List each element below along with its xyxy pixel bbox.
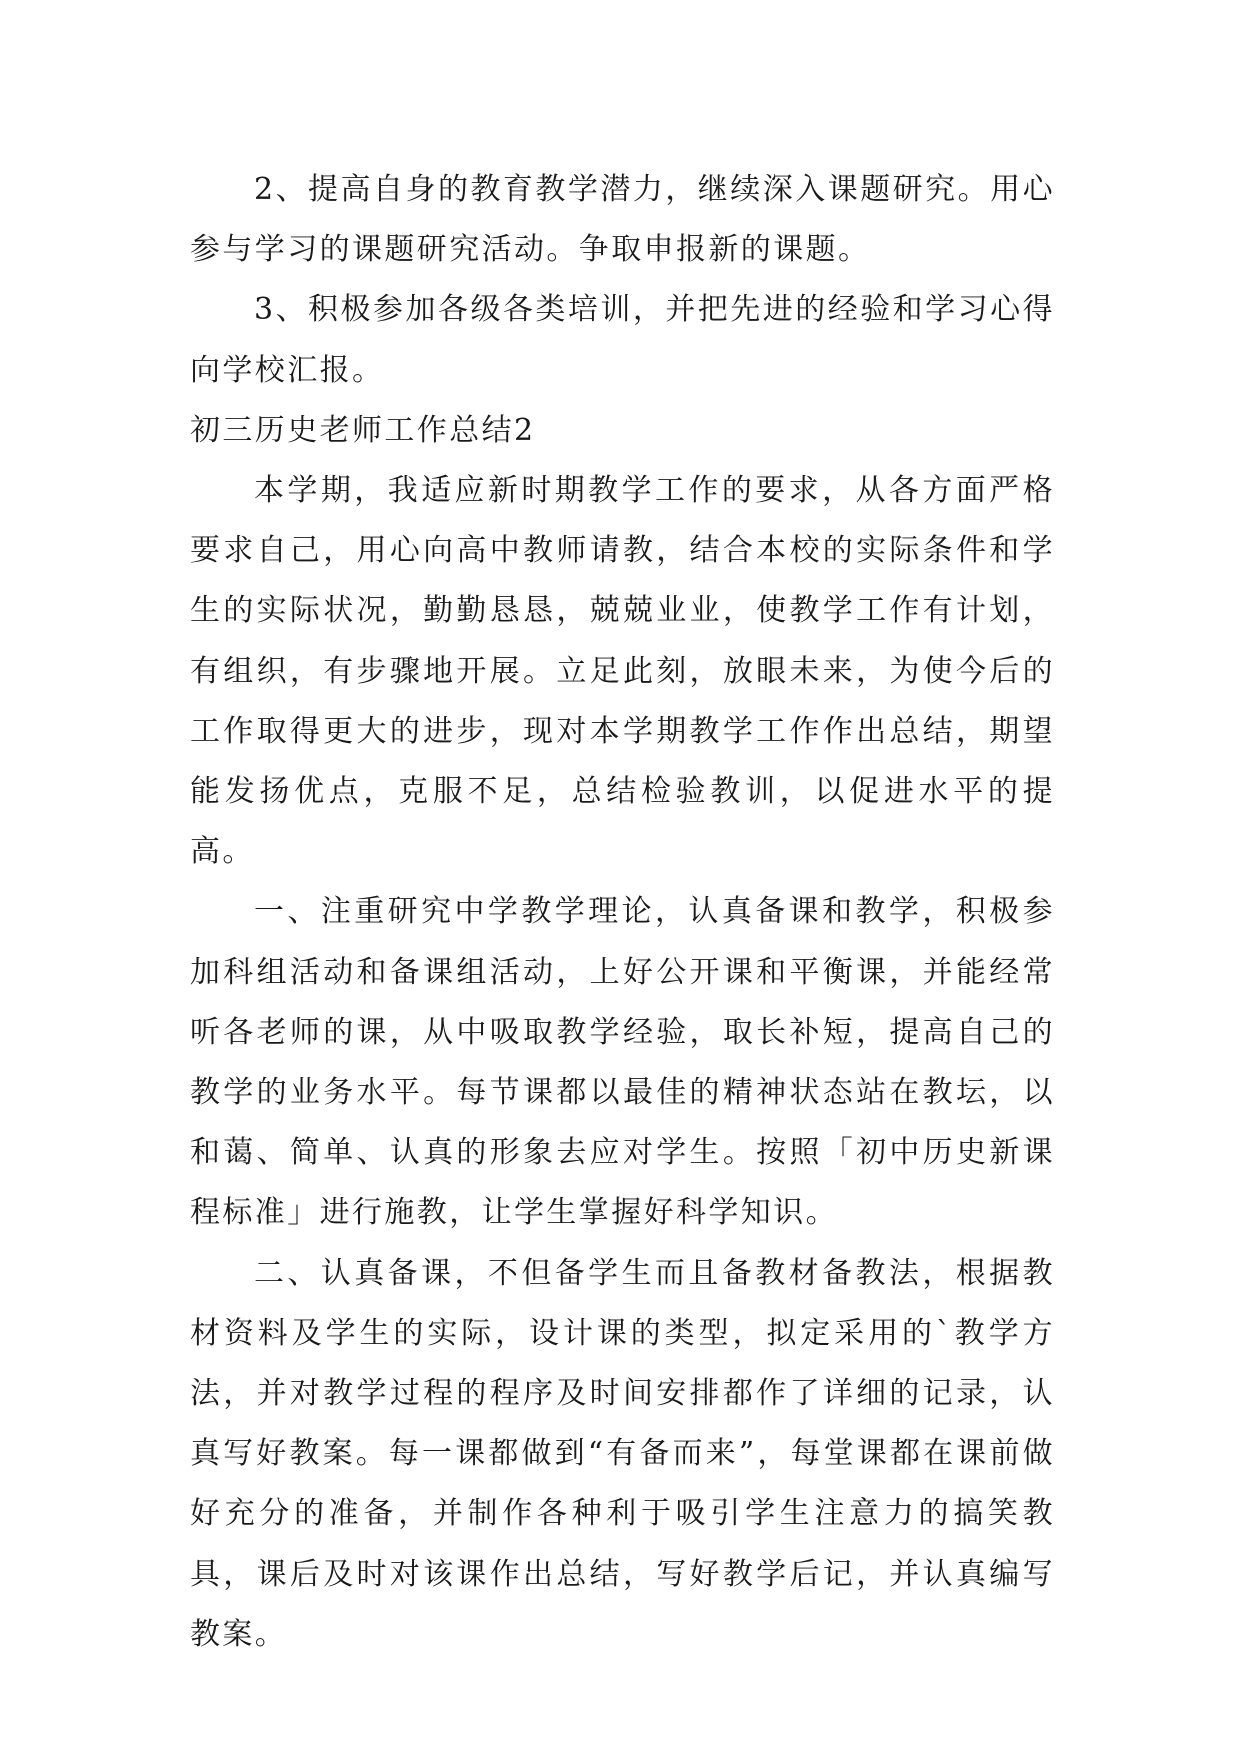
paragraph-point-one: 一、注重研究中学教学理论，认真备课和教学，积极参加科组活动和备课组活动，上好公开课和平衡课，并能经常听各老师的课，从中吸取教学经验，取长补短，提高自己的教学的业务水平。每节课都以最佳的精神状态站在教坛，以和蔼、简单、认真的形象去应对学生。按照「初中历史新课程标准」进行施教，让学生掌握好科学知识。 bbox=[190, 894, 1055, 1231]
section-heading: 初三历史老师工作总结2 bbox=[190, 412, 536, 448]
document-body bbox=[190, 160, 1055, 1665]
paragraph-training-item-3: 3、积极参加各级各类培训，并把先进的经验和学习心得向学校汇报。 bbox=[190, 292, 1055, 388]
paragraph-training-item-2: 2、提高自身的教育教学潜力，继续深入课题研究。用心参与学习的课题研究活动。争取申报新的课题。 bbox=[190, 172, 1055, 268]
paragraph-point-two: 二、认真备课，不但备学生而且备教材备教法，根据教材资料及学生的实际，设计课的类型，拟定采用的`教学方法，并对教学过程的程序及时间安排都作了详细的记录，认真写好教案。每一课都做到“有备而来”，每堂课都在课前做好充分的准备，并制作各种利于吸引学生注意力的搞笑教具，课后及时对该课作出总结，写好教学后记，并认真编写教案。 bbox=[190, 1255, 1055, 1652]
paragraph-intro: 本学期，我适应新时期教学工作的要求，从各方面严格要求自己，用心向高中教师请教，结合本校的实际条件和学生的实际状况，勤勤恳恳，兢兢业业，使教学工作有计划，有组织，有步骤地开展。立足此刻，放眼未来，为使今后的工作取得更大的进步，现对本学期教学工作作出总结，期望能发扬优点，克服不足，总结检验教训，以促进水平的提高。 bbox=[190, 473, 1055, 870]
